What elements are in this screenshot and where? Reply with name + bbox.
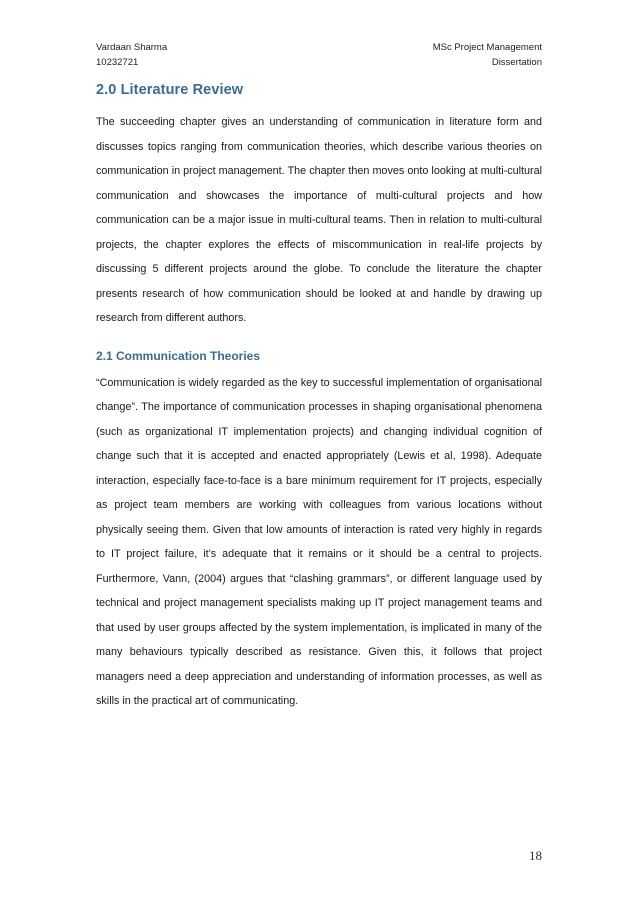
section-heading-literature-review: 2.0 Literature Review — [96, 82, 244, 98]
document-type: Dissertation — [491, 57, 542, 68]
header-program-block — [433, 40, 542, 70]
author-name: Vardaan Sharma — [96, 42, 168, 53]
main-content — [96, 80, 542, 714]
student-id: 10232721 — [96, 57, 139, 68]
program-name: MSc Project Management — [432, 42, 542, 53]
literature-review-paragraph: The succeeding chapter gives an understanding of communication in literature form and discusses topics ranging from communication theories, which describe various theories on communication in project management. The chapter then moves onto looking at multi-cultural communication and showcases the importance of multi-cultural projects and how communication can be a major issue in multi-cultural teams. Then in relation to multi-cultural projects, the chapter explores the effects of miscommunication in real-life projects by discussing 5 different projects around the globe. To conclude the literature the chapter presents research of how communication should be looked at and handle by drawing up research from different authors. — [96, 116, 542, 324]
page-number: 18 — [529, 848, 542, 863]
header-author-block — [96, 40, 167, 70]
section-heading-communication-theories: 2.1 Communication Theories — [96, 348, 261, 363]
communication-theories-paragraph: “Communication is widely regarded as the key to successful implementation of organisational change”. The importance of communication processes in shaping organisational phenomena (such as organizational IT implementation projects) and changing individual cognition of change such that it is accepted and enacted appropriately (Lewis et al, 1998). Adequate interaction, especially face-to-face is a bare minimum requirement for IT projects, especially as project team members are working with colleagues from various locations without physically seeing them. Given that low amounts of interaction is rated very highly in regards to IT project failure, it’s adequate that it remains or it should be a central to projects. Furthermore, Vann, (2004) argues that “clashing grammars”, or different language used by technical and project management specialists making up IT project management teams and that used by user groups affected by the system implementation, is implicated in many of the many behaviours typically described as resistance. Given this, it follows that project managers need a deep appreciation and understanding of information processes, as well as skills in the practical art of communicating. — [96, 376, 542, 707]
